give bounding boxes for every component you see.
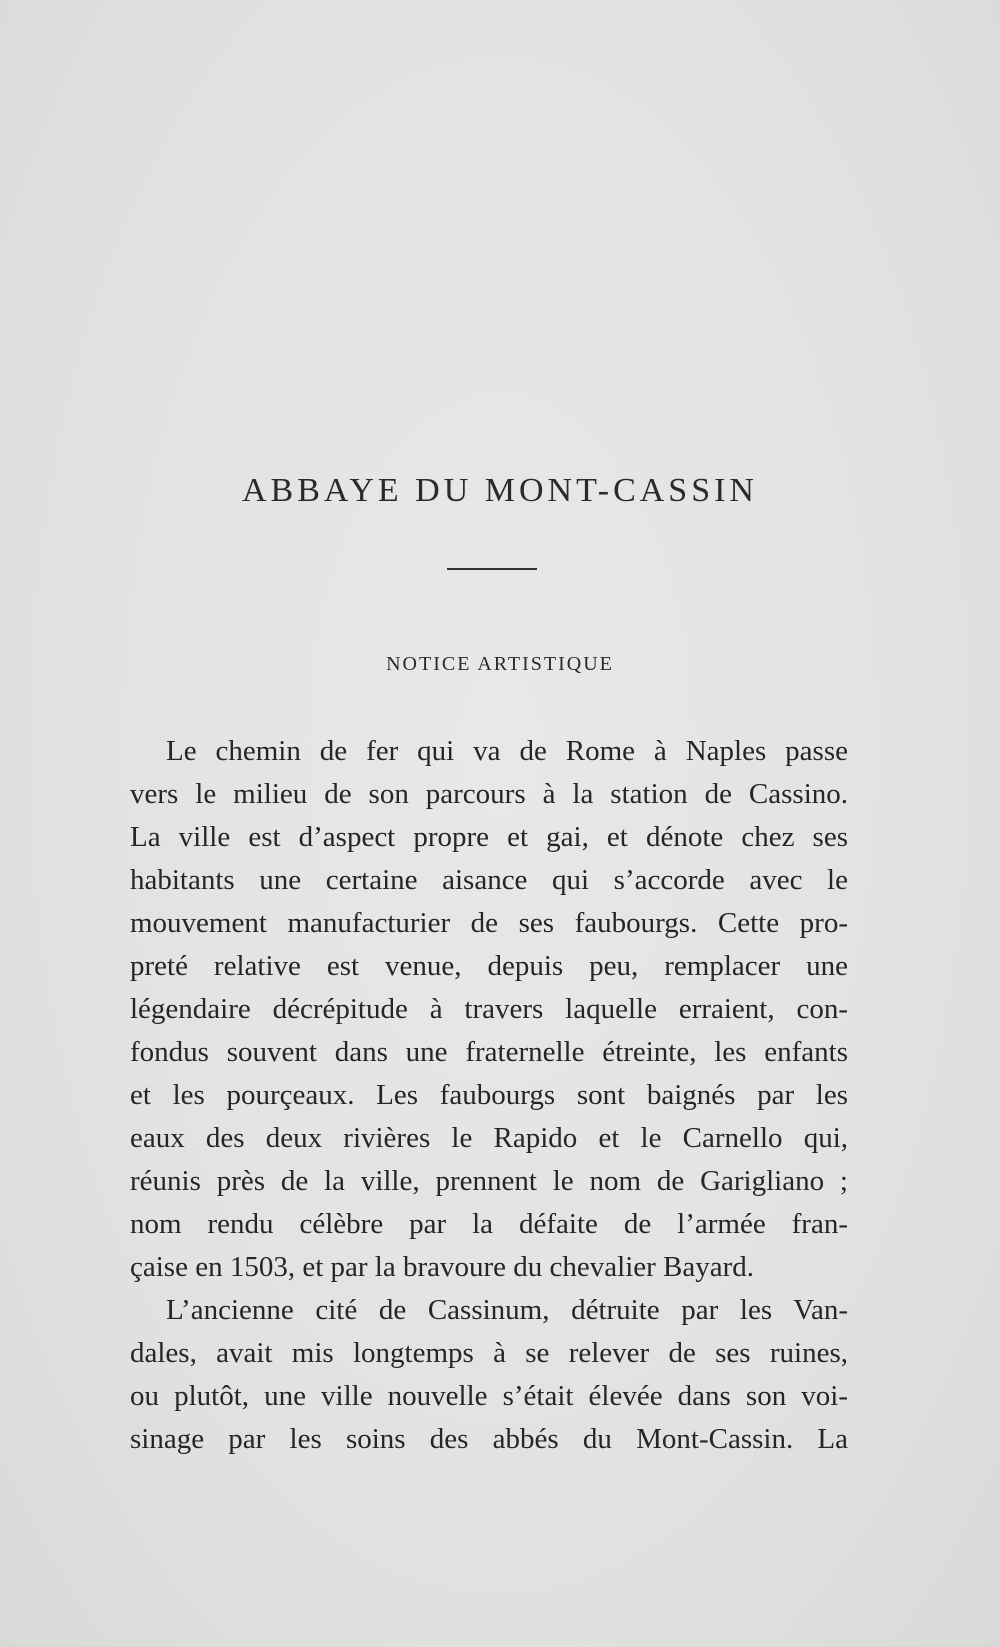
text-line: légendaire décrépitude à travers laquelle erraient, con- — [130, 993, 848, 1025]
text-line: habitants une certaine aisance qui s’accorde avec le — [130, 864, 848, 896]
text-line: çaise en 1503, et par la bravoure du chevalier Bayard. — [130, 1251, 755, 1283]
paragraph — [130, 1289, 848, 1461]
paragraph — [130, 730, 848, 1289]
text-line: vers le milieu de son parcours à la station de Cassino. — [130, 778, 848, 810]
text-line: réunis près de la ville, prennent le nom de Garigliano ; — [130, 1165, 848, 1197]
title-divider — [447, 568, 537, 570]
text-line: preté relative est venue, depuis peu, remplacer une — [130, 950, 848, 982]
text-line: sinage par les soins des abbés du Mont-Cassin. La — [130, 1423, 848, 1455]
text-line: nom rendu célèbre par la défaite de l’armée fran- — [130, 1208, 848, 1240]
text-line: dales, avait mis longtemps à se relever de ses ruines, — [130, 1337, 848, 1369]
text-line: L’ancienne cité de Cassinum, détruite par les Van- — [166, 1294, 848, 1326]
page-title: ABBAYE DU MONT-CASSIN — [241, 472, 758, 509]
text-line: mouvement manufacturier de ses faubourgs. Cette pro- — [130, 907, 848, 939]
text-line: La ville est d’aspect propre et gai, et dénote chez ses — [130, 821, 848, 853]
text-line: eaux des deux rivières le Rapido et le Carnello qui, — [130, 1122, 848, 1154]
text-line: et les pourçeaux. Les faubourgs sont baignés par les — [130, 1079, 848, 1111]
text-line: ou plutôt, une ville nouvelle s’était élevée dans son voi- — [130, 1380, 848, 1412]
body-text — [130, 730, 848, 1461]
text-line: fondus souvent dans une fraternelle étreinte, les enfants — [130, 1036, 848, 1068]
text-line: Le chemin de fer qui va de Rome à Naples passe — [166, 735, 848, 767]
section-subtitle: NOTICE ARTISTIQUE — [386, 653, 614, 675]
